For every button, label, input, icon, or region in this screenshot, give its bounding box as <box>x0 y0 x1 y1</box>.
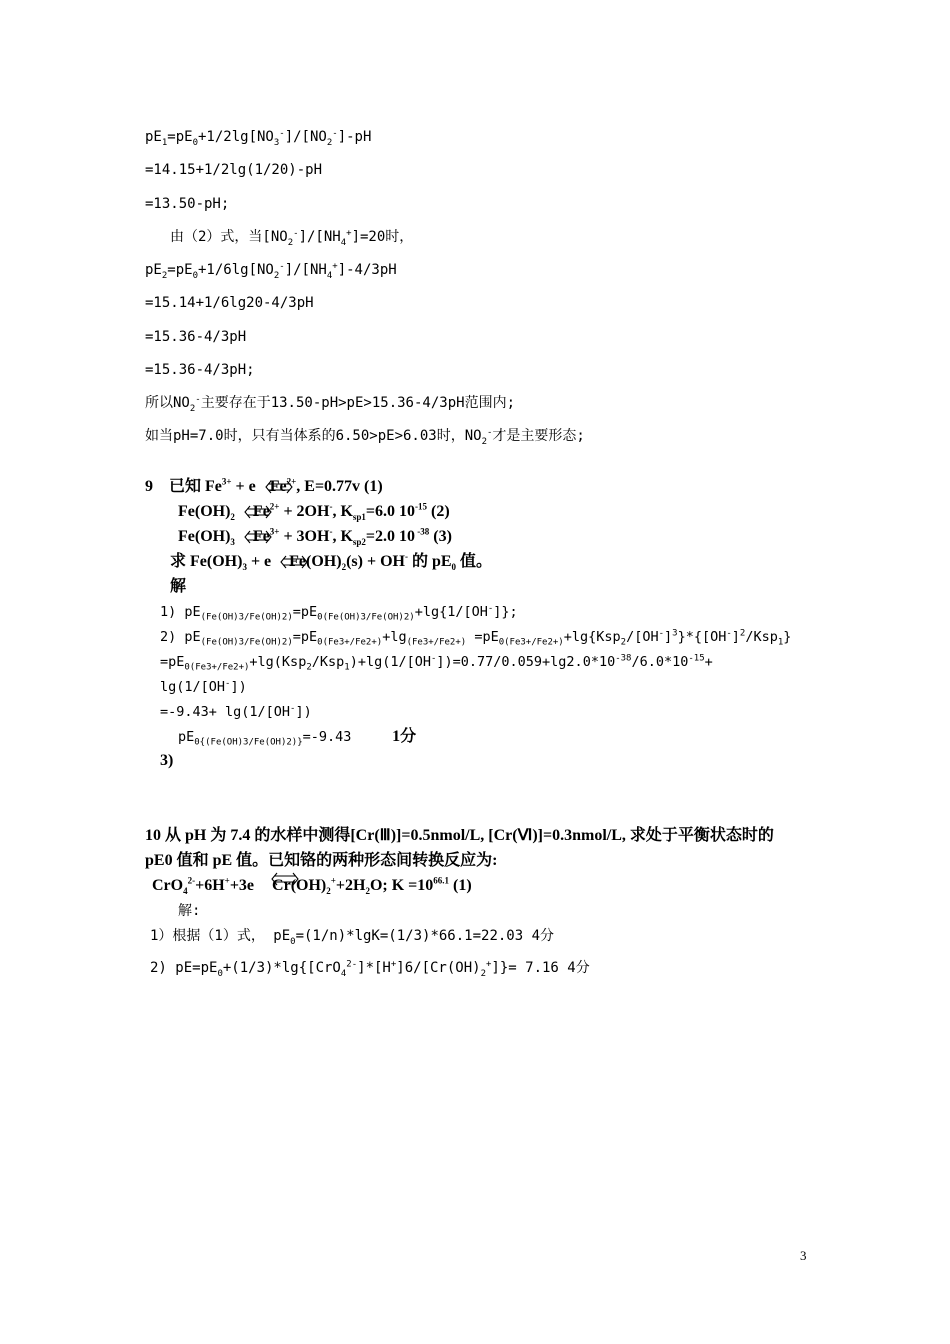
eq-line: =15.36-4/3pH <box>145 329 247 345</box>
question-10-reaction: CrO$_4^{2-}$+6H++3e $Cr(OH)_2^++2H_2O$; $K =10^{66.1}$ (1) <box>152 876 472 896</box>
solution-step-3: 3) <box>160 752 174 769</box>
solution-result: $pE_{0\{(Fe(OH)3/Fe(OH)2)\}}=-9.43$ 1分 <box>178 728 417 748</box>
solution-step-2-cont: $=pE_{0(Fe3+/Fe2+)}+\lg(Ksp_2/Ksp_1)+\lg(1/[OH^-])=0.77/0.059+\lg 2.0*10^{-38}/6.0*10^{-15}+$ <box>160 653 713 673</box>
eq-line: =13.50-pH; <box>145 196 230 212</box>
page-number: 3 <box>800 1248 807 1263</box>
eq-line-pe2: $pE_2=pE_0+1/6\lg[NO_2^-]/[NH_4^+]-4/3pH$ <box>145 261 397 281</box>
solution-step-2: 2) $pE=pE_0+(1/3)*\lg\{[CrO_4^{2-}]*[H^+]6/[Cr(OH)_2^+]\}= 7.16$ 4分 <box>150 959 590 979</box>
solution-step-2-cont: =-9.43+ lg(1/[OH-]) <box>160 703 312 720</box>
question-9-prompt: 求 $Fe(OH)_3 + e$ $Fe(OH)_2(s) + OH^-$ 的 $pE_0$ 值。 <box>170 551 493 573</box>
question-9-line-2: $Fe(OH)_2$ $Fe^{2+} + 2OH^-$, $K_{sp1}=6.0$ $10^{-15}$ (2) <box>178 501 450 523</box>
eq-line: =15.36-4/3pH; <box>145 362 255 378</box>
text-line: 如当pH=7.0时，只有当体系的6.50>pE>6.03时，$NO_2^-$才是主要形态; <box>145 427 585 447</box>
text-line: 所以$NO_2^-$主要存在于13.50-pH>pE>15.36-4/3pH范围内; <box>145 394 515 414</box>
question-number: 9 <box>145 478 153 495</box>
solution-step-1: 1）根据（1）式， $pE_0=(1/n)*\lg K=(1/3)*66.1=22.03$ 4分 <box>150 928 555 947</box>
eq-line-pe1: $pE_1=pE_0+1/2\lg[NO_3^-]/[NO_2^-]-pH$ <box>145 128 372 148</box>
eq-line: =14.15+1/2lg(1/20)-pH <box>145 162 323 178</box>
solution-step-1: 1) $pE_{(Fe(OH)3/Fe(OH)2)}=pE_{0(Fe(OH)3/Fe(OH)2)}+\lg\{1/[OH^-]\}$; <box>160 603 518 623</box>
solution-label: 解 <box>170 578 187 595</box>
question-10-line-1: 10 从 pH 为 7.4 的水样中测得[Cr(Ⅲ)]=0.5nmol/L, [Cr(Ⅵ)]=0.3nmol/L, 求处于平衡状态时的 <box>145 827 774 844</box>
solution-step-2: 2) $pE_{(Fe(OH)3/Fe(OH)2)}=pE_{0(Fe3+/Fe2+)}+\lg_{(Fe3+/Fe2+)} =pE_{0(Fe3+/Fe2+)}+\lg\{Ksp_2/[OH^-]^3\}*\{[OH^-]^2/Ksp_1\}$ <box>160 628 792 648</box>
solution-step-2-cont: lg(1/[OH-]) <box>160 678 247 695</box>
score-label: 1分 <box>392 728 417 745</box>
question-9-line-1: 9 已知 $Fe^{3+} + e$ $Fe^{2+}$, E=0.77v (1) <box>145 476 383 495</box>
question-9-line-3: $Fe(OH)_3$ $Fe^{3+} + 3OH^-$, $K_{sp2}=2.0$ 10 $^{-38}$ (3) <box>178 526 452 548</box>
question-10-line-2: pE0 值和 pE 值。已知铬的两种形态间转换反应为: <box>145 852 498 869</box>
text-line: 由（2）式，当$[NO_2^-]/[NH_4^+]=20$时， <box>170 228 414 248</box>
eq-line: =15.14+1/6lg20-4/3pH <box>145 295 314 311</box>
solution-label: 解: <box>178 903 201 919</box>
